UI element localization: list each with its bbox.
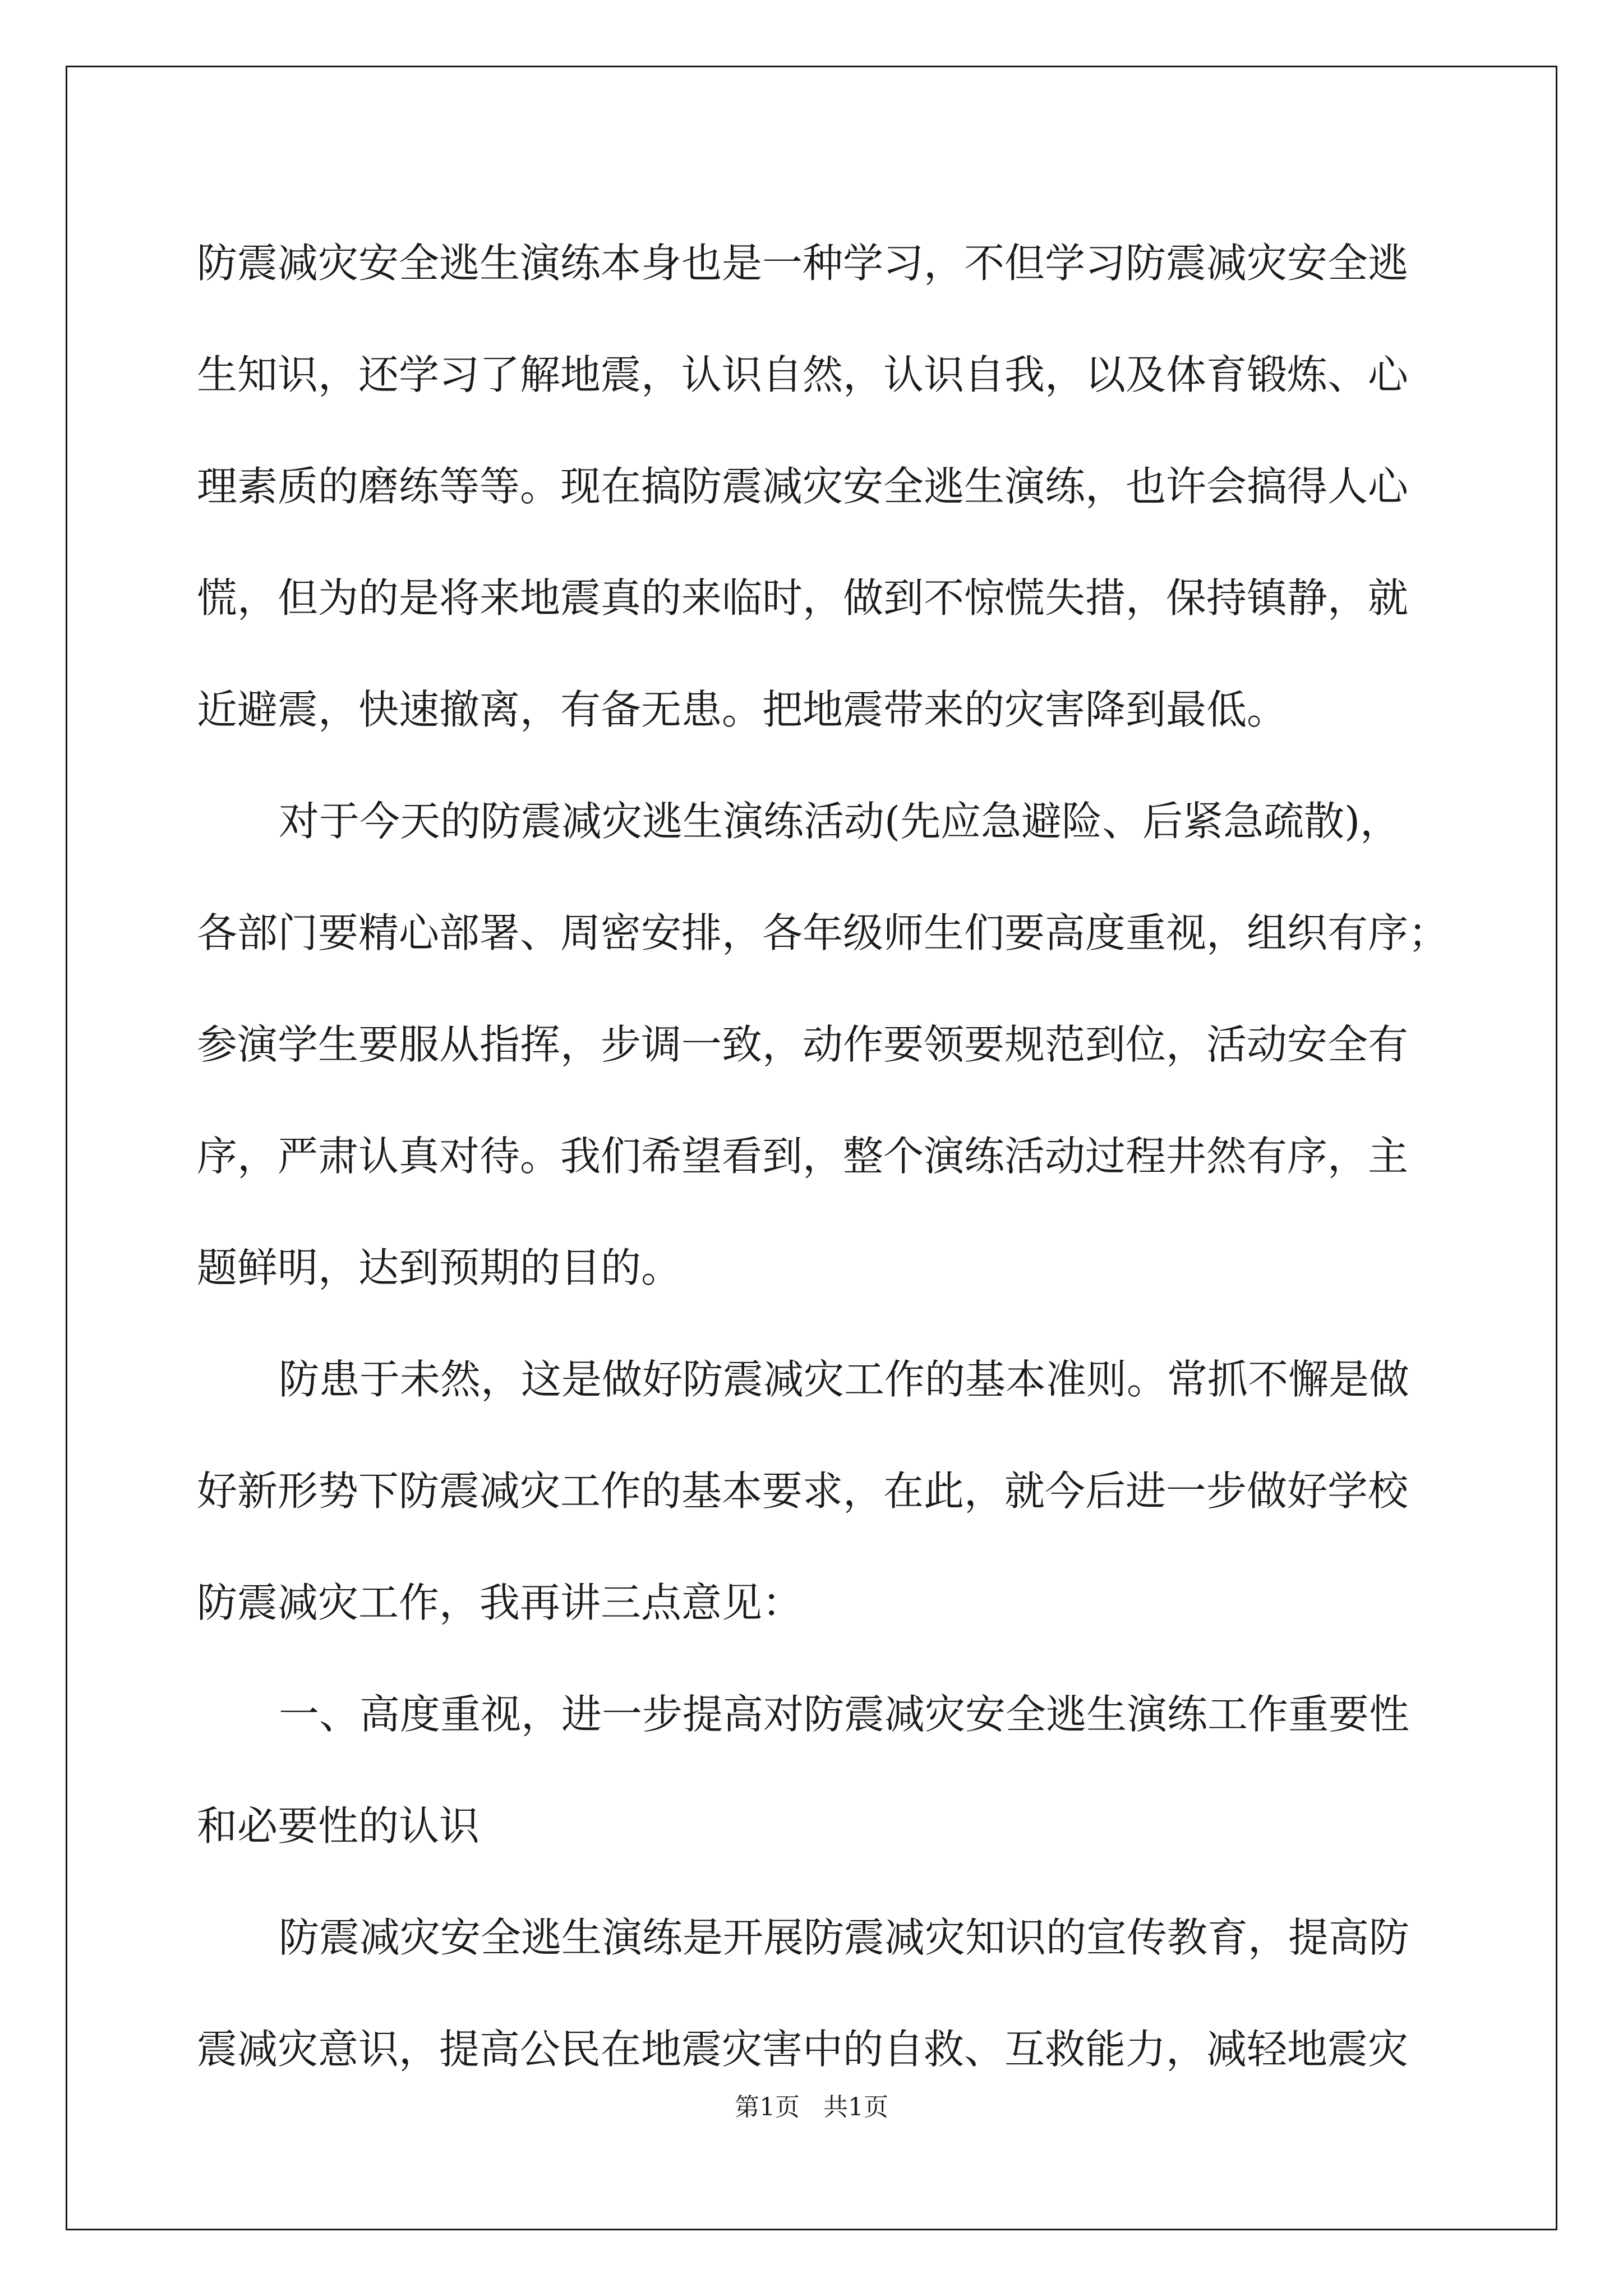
text-line: 震减灾意识，提高公民在地震灾害中的自救、互救能力，减轻地震灾: [197, 2026, 1409, 2073]
text-line: 和必要性的认识: [197, 1802, 480, 1849]
text-line: 一、高度重视，进一步提高对防震减灾安全逃生演练工作重要性: [279, 1691, 1410, 1738]
text-line: 防震减灾安全逃生演练本身也是一种学习，不但学习防震减灾安全逃: [197, 240, 1409, 287]
page-number-footer: 第1页 共1页: [735, 2093, 888, 2122]
document-body: [197, 208, 1449, 2105]
text-line: 近避震，快速撤离，有备无患。把地震带来的灾害降到最低。: [197, 686, 1288, 733]
text-line: 慌，但为的是将来地震真的来临时，做到不惊慌失措，保持镇静，就: [197, 574, 1409, 622]
text-line: 生知识，还学习了解地震，认识自然，认识自我，以及体育锻炼、心: [197, 351, 1409, 398]
text-line: 对于今天的防震减灾逃生演练活动(先应急避险、后紧急疏散)，: [279, 798, 1401, 845]
text-line: 好新形势下防震减灾工作的基本要求，在此，就今后进一步做好学校: [197, 1467, 1409, 1515]
text-line: 理素质的磨练等等。现在搞防震减灾安全逃生演练，也许会搞得人心: [197, 463, 1409, 510]
text-line: 题鲜明，达到预期的目的。: [197, 1244, 682, 1291]
text-line: 防患于未然，这是做好防震减灾工作的基本准则。常抓不懈是做: [279, 1356, 1410, 1403]
text-line: 参演学生要服从指挥，步调一致，动作要领要规范到位，活动安全有: [197, 1021, 1409, 1068]
text-line: 防震减灾工作，我再讲三点意见：: [197, 1579, 803, 1626]
text-line: 防震减灾安全逃生演练是开展防震减灾知识的宣传教育，提高防: [279, 1914, 1410, 1961]
text-line: 序，严肃认真对待。我们希望看到，整个演练活动过程井然有序，主: [197, 1133, 1409, 1180]
text-line: 各部门要精心部署、周密安排，各年级师生们要高度重视，组织有序；: [197, 909, 1449, 956]
